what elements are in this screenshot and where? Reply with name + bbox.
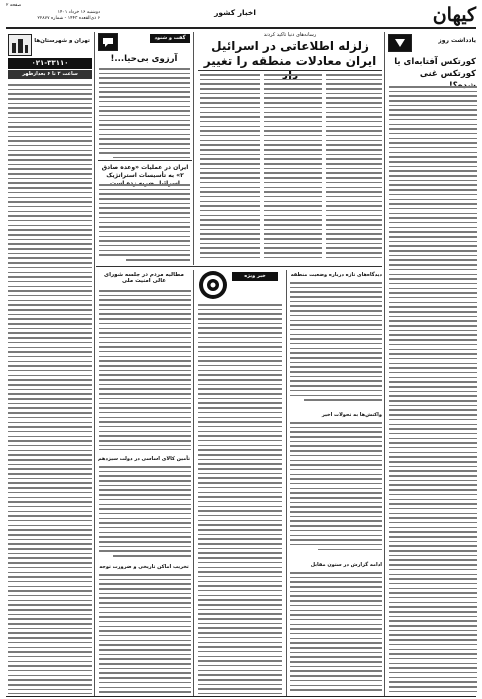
note-icon	[388, 34, 412, 52]
lead-body-col-2	[264, 74, 322, 264]
section-title: اخبار کشور	[214, 8, 256, 17]
tehran-icon	[8, 34, 32, 56]
lead-body-col-3	[200, 74, 260, 264]
tehran-phone: ۰۲۱-۳۳۱۱۰	[8, 58, 92, 69]
chat-icon	[99, 34, 117, 50]
note-title: کورتکس آفتابه‌ای یا کورتکس غنی	[394, 57, 476, 79]
pen-icon	[389, 35, 411, 51]
page-number: صفحه ۲	[6, 3, 22, 8]
lead-body-col-1	[326, 74, 382, 264]
mid-story-title: مطالبه مردم در جلسه شورای عالی امنیت ملی	[104, 272, 184, 284]
mid-story-body	[99, 290, 191, 450]
logo: کیهان	[432, 4, 476, 26]
tehran-body	[8, 84, 92, 694]
mid-divider	[96, 266, 382, 267]
target-icon	[198, 270, 228, 300]
guftogu-body	[99, 68, 190, 158]
khabar-item-title: دیدگاه‌های تازه درباره وضعیت منطقه	[290, 272, 382, 278]
col-divider	[193, 270, 194, 696]
khabar-item-title: واکنش‌ها به تحولات اخیر	[321, 412, 382, 418]
page-bottom-rule	[6, 696, 476, 697]
note-body	[389, 86, 477, 694]
col-divider	[384, 32, 385, 696]
lead-title-1: زلزله اطلاعاتی در اسرائیل	[211, 39, 369, 53]
note-kicker: یادداشت روز	[438, 37, 476, 44]
issue-line: ۶ ذی‌القعده ۱۴۴۳ - شماره ۲۲۸۷۷	[37, 16, 100, 21]
khabar-item-body	[290, 422, 382, 552]
mid-story-title: ایران در عملیات «وعده صادق ۲» به تأسیسات استراتژیک	[101, 164, 189, 179]
mid-story-title: تأمین کالای اساسی در دولت سیزدهم	[98, 456, 190, 462]
guftogu-icon	[98, 33, 118, 51]
lead-rule	[198, 70, 382, 71]
mid-story-body	[99, 466, 191, 558]
khabar-vijeh-emblem	[198, 270, 228, 300]
khabar-vijeh-body	[198, 304, 282, 694]
khabar-vijeh-kicker: خبر ویژه	[232, 272, 278, 281]
masthead-rule	[6, 27, 476, 29]
mid-story-title: تخریب اماکن تاریخی و ضرورت توجه	[99, 564, 189, 570]
guftogu-title: آرزوی بی‌حیا...!	[110, 54, 178, 64]
khabar-item-title: ادامه گزارش در ستون مقابل	[310, 562, 382, 568]
tehran-kicker: تهران و شهرستان‌ها	[34, 38, 90, 44]
col-divider	[286, 270, 287, 696]
mid-story-body	[99, 574, 191, 694]
col-divider	[193, 32, 194, 265]
guftogu-rule	[98, 160, 192, 161]
lead-kicker: رسانه‌های دنیا تاکید کردند	[263, 32, 317, 38]
khabar-item-body	[290, 282, 382, 402]
col-divider	[94, 32, 95, 696]
date-line: دوشنبه ۱۶ خرداد ۱۴۰۱	[57, 10, 100, 15]
guftogu-kicker: گفت و شنود	[150, 34, 190, 43]
mid-story-body	[99, 184, 190, 264]
lead-title-2: ایران معادلات منطقه را تغییر	[203, 54, 377, 68]
khabar-item-body	[290, 572, 382, 694]
tehran-hours: ساعت ۲ تا ۶ بعدازظهر	[8, 70, 92, 79]
city-icon	[9, 35, 31, 55]
